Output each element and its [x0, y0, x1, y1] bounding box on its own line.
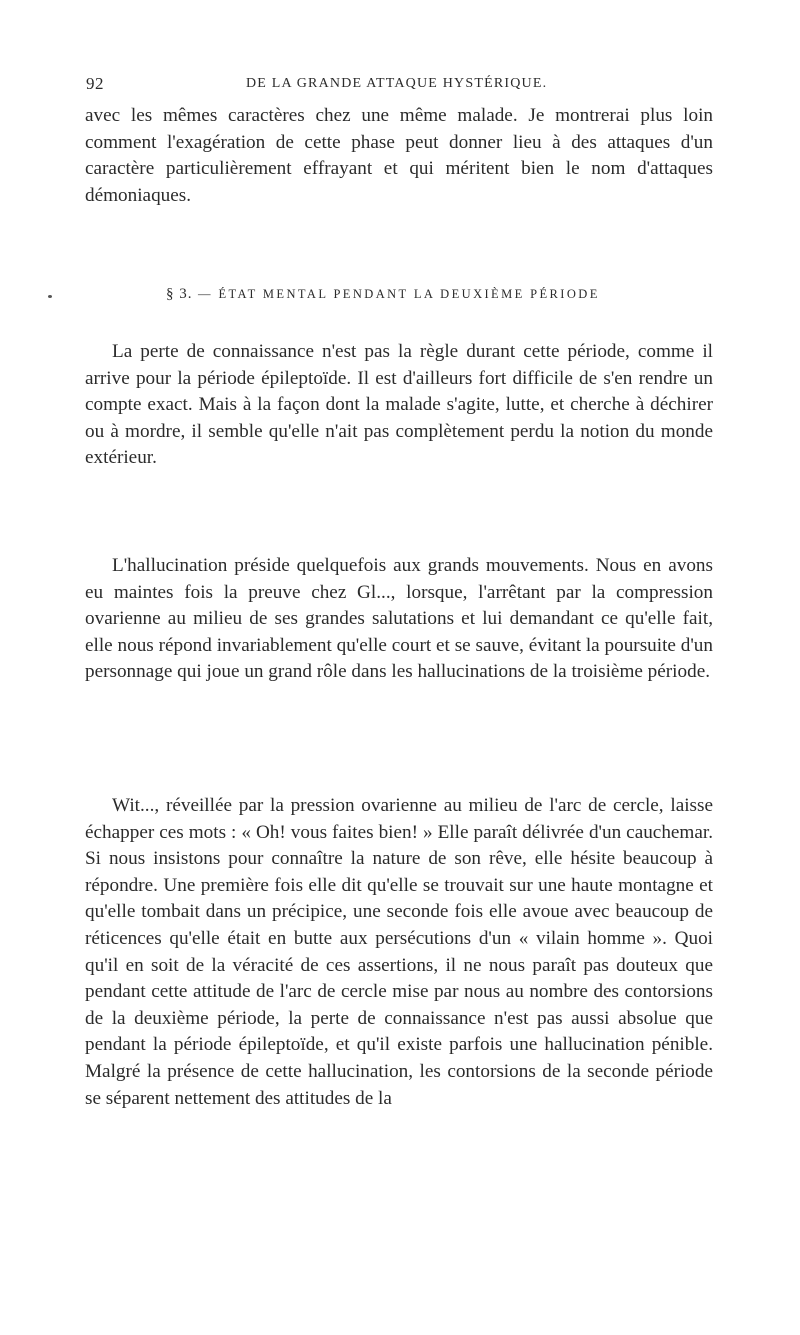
- section-title: ÉTAT MENTAL PENDANT LA DEUXIÈME PÉRIODE: [218, 287, 600, 301]
- section-number: § 3.: [166, 286, 193, 302]
- page-header: [86, 74, 716, 98]
- margin-dot-mark: [48, 295, 52, 298]
- running-title: DE LA GRANDE ATTAQUE HYSTÉRIQUE.: [246, 76, 548, 91]
- section-dash: —: [198, 287, 213, 301]
- paragraph-wit: Wit..., réveillée par la pression ovarienne au milieu de l'arc de cercle, laisse échapper ces mots : « Oh! vous faites bien! » Elle paraît délivrée d'un cauchemar. Si nous insistons pour connaître la nature de son rêve, elle hésite beaucoup à répondre. Une première fois elle dit qu'elle se trouvait sur une haute montagne et qu'elle tombait dans un précipice, une seconde fois elle avoue avec beaucoup de réticences qu'elle était en butte aux persécutions d'un « vilain homme ». Quoi qu'il en soit de la véracité de ces assertions, il ne nous paraît pas douteux que pendant cette attitude de l'arc de cercle mise par nous au nombre des contorsions de la deuxième période, la perte de connaissance n'est pas aussi absolue que pendant la période épileptoïde, et qu'il existe parfois une hallucination pénible. Malgré la présence de cette hallucination, les contorsions de la seconde période se séparent nettement des attitudes de la: [85, 795, 713, 1109]
- paragraph-continuation: avec les mêmes caractères chez une même malade. Je montrerai plus loin comment l'exagération de cette phase peut donner lieu à des attaques d'un caractère particulièrement effrayant et qui méritent bien le nom d'attaques démoniaques.: [85, 105, 713, 206]
- section-heading: [166, 286, 600, 303]
- paragraph-hallucination: L'hallucination préside quelquefois aux grands mouvements. Nous en avons eu maintes fois la preuve chez Gl..., lorsque, l'arrêtant par la compression ovarienne au milieu de ses grandes salutations et lui demandant ce qu'elle fait, elle nous répond invariablement qu'elle court et se sauve, évitant la poursuite d'un personnage qui joue un grand rôle dans les hallucinations de la troisième période.: [85, 555, 713, 683]
- paragraph-perte-de-connaissance: La perte de connaissance n'est pas la règle durant cette période, comme il arrive pour la période épileptoïde. Il est d'ailleurs fort difficile de s'en rendre un compte exact. Mais à la façon dont la malade s'agite, lutte, et cherche à déchirer ou à mordre, il semble qu'elle n'ait pas complètement perdu la notion du monde extérieur.: [85, 341, 713, 469]
- page-number: 92: [86, 74, 104, 93]
